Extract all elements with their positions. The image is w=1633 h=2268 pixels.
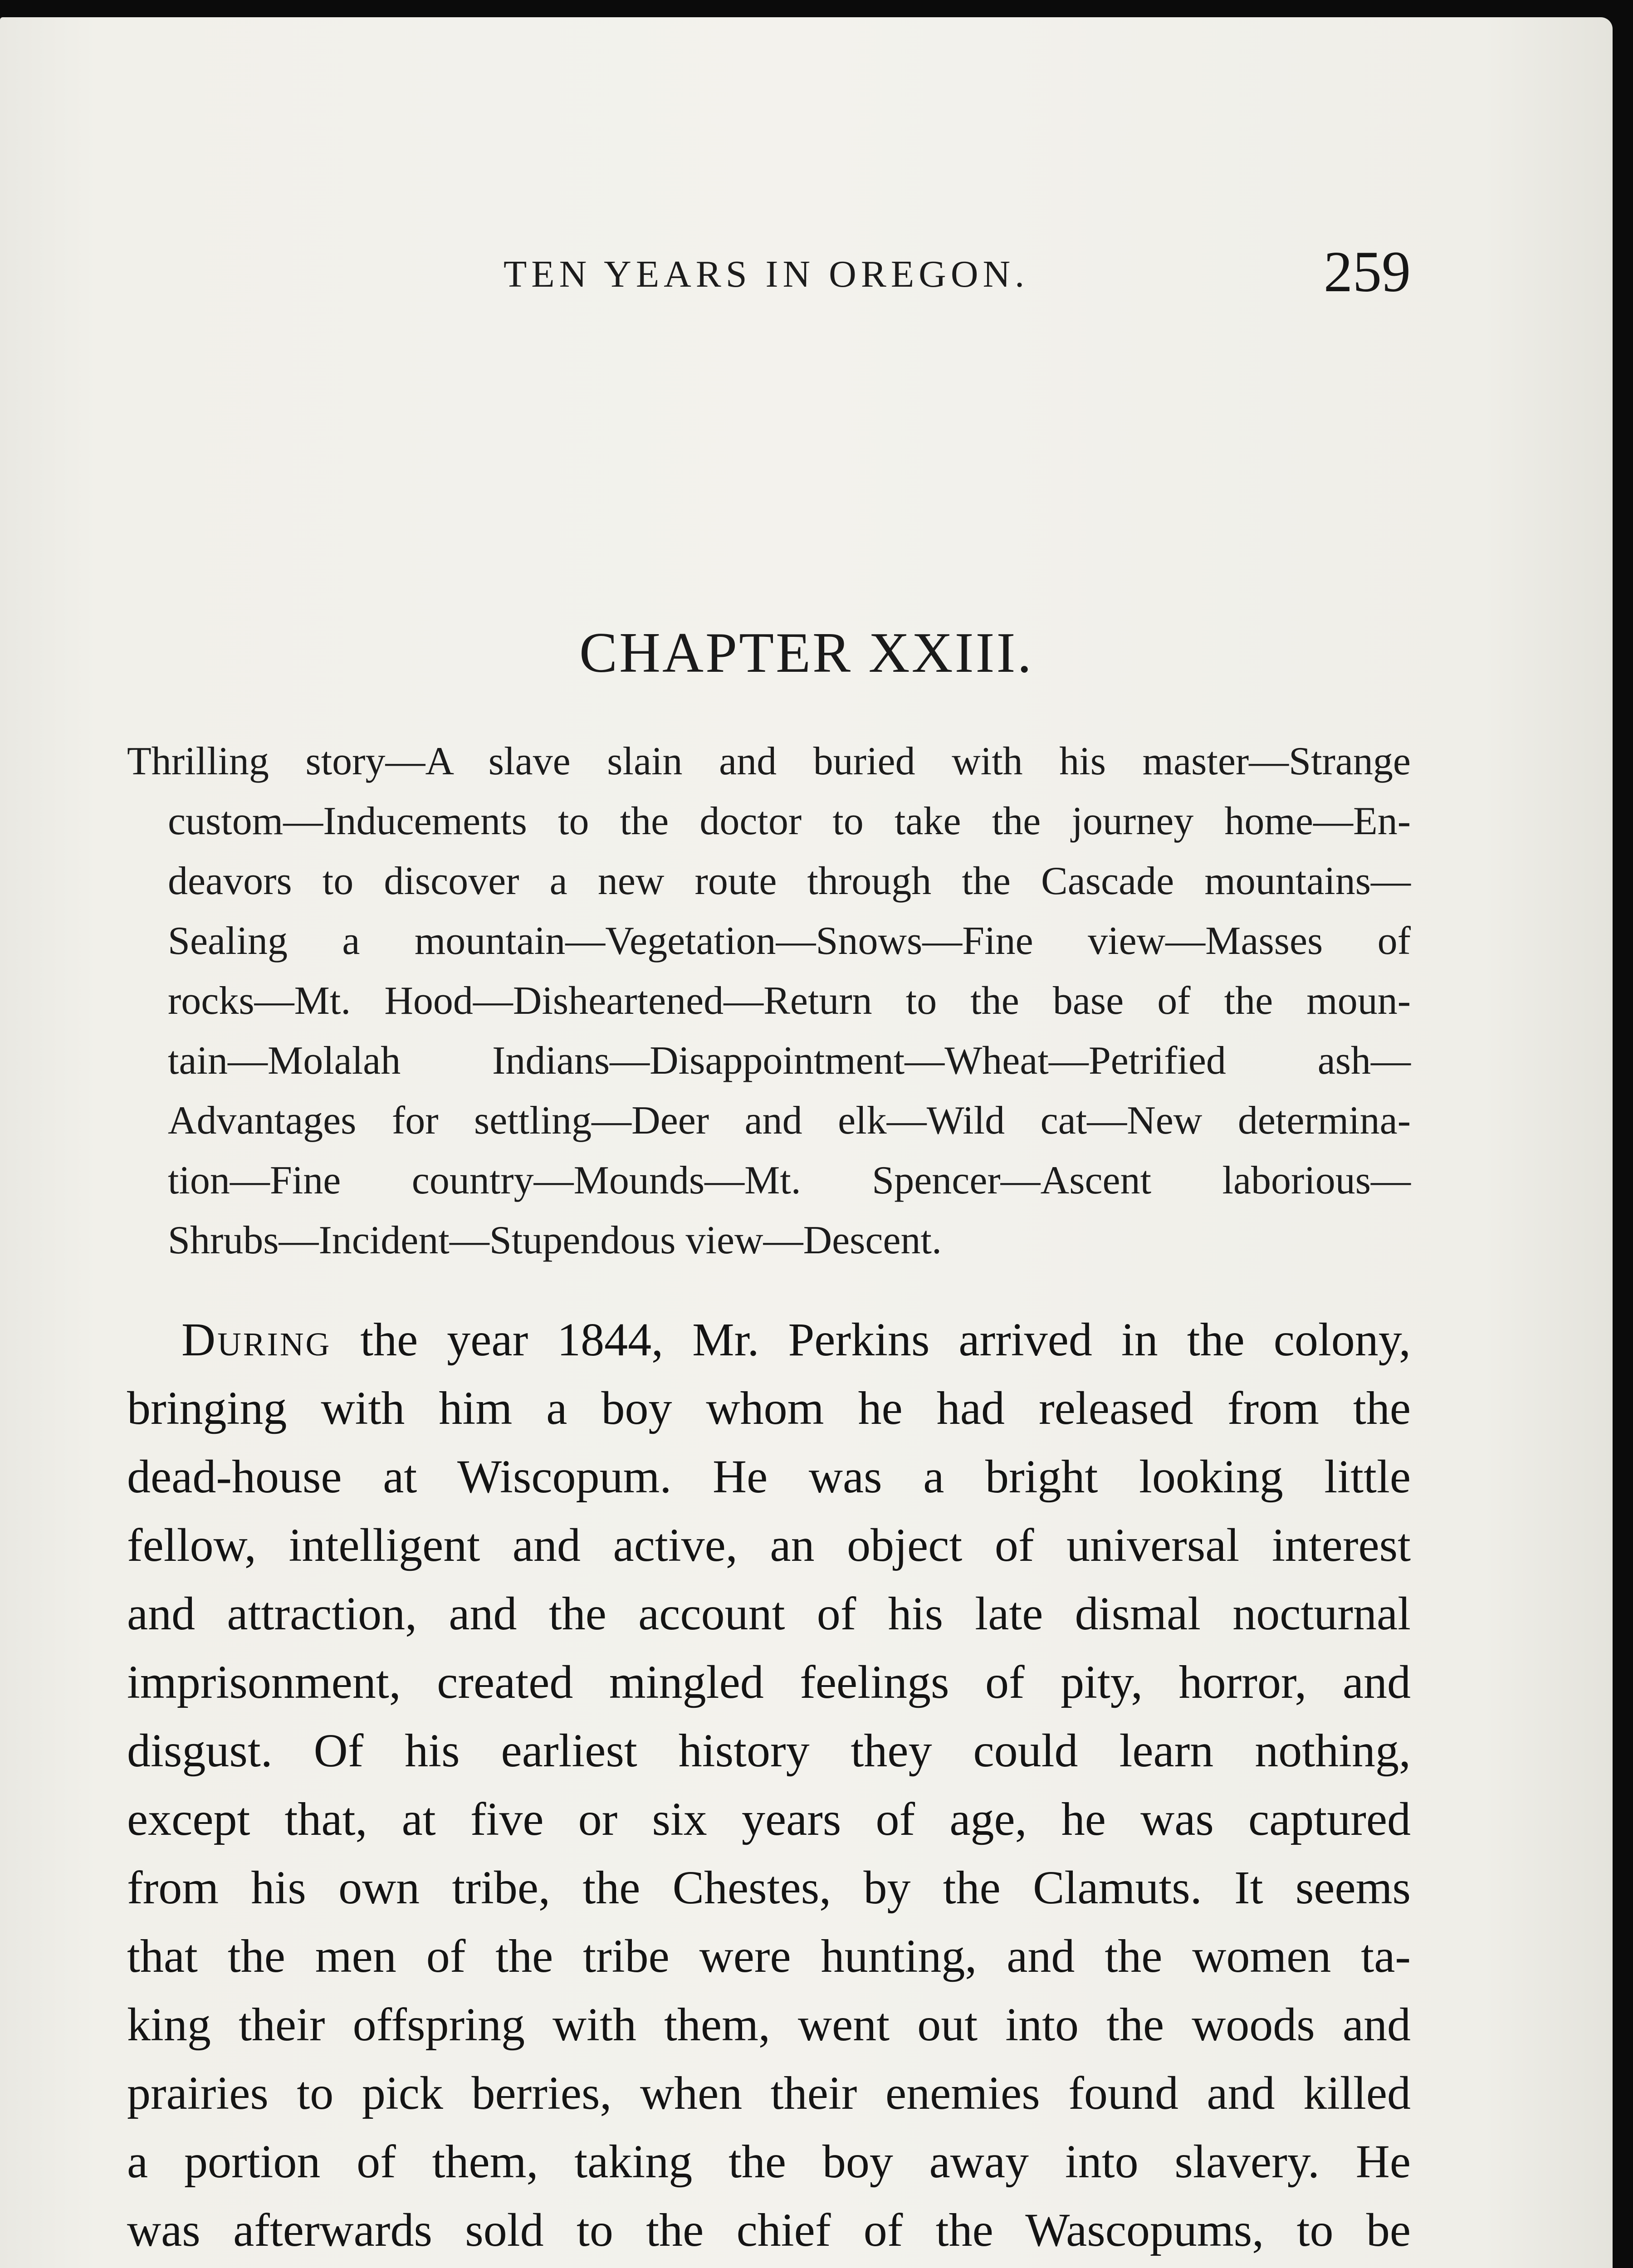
body-line: a portion of them, taking the boy away into slavery. He xyxy=(127,2136,1411,2188)
body-line: king their offspring with them, went out into the woods and xyxy=(127,1999,1411,2051)
synopsis-line: Sealing a mountain—Vegetation—Snows—Fine view—Masses of xyxy=(168,919,1411,963)
body-line: dead-house at Wiscopum. He was a bright looking little xyxy=(127,1451,1411,1503)
drop-word: During xyxy=(181,1314,332,1366)
body-line: bringing with him a boy whom he had released from the xyxy=(127,1382,1411,1434)
synopsis-line: Thrilling story—A slave slain and buried with his master—Strange xyxy=(127,739,1411,783)
synopsis-line: tion—Fine country—Mounds—Mt. Spencer—Ascent laborious— xyxy=(168,1158,1411,1202)
body-text xyxy=(127,1305,1411,2268)
synopsis-line: rocks—Mt. Hood—Disheartened—Return to the base of the moun- xyxy=(168,979,1411,1023)
body-line-text: the year 1844, Mr. Perkins arrived in the colony, xyxy=(360,1314,1411,1366)
page-header xyxy=(127,239,1411,311)
body-line: that the men of the tribe were hunting, and the women ta- xyxy=(127,1930,1411,1982)
chapter-title: CHAPTER XXIII. xyxy=(579,621,1033,684)
synopsis-line: custom—Inducements to the doctor to take the journey home—En- xyxy=(168,799,1411,843)
body-line: prairies to pick berries, when their enemies found and killed xyxy=(127,2067,1411,2119)
body-line: was afterwards sold to the chief of the Wascopums, to be xyxy=(127,2204,1411,2256)
book-page xyxy=(0,17,1613,2268)
body-line xyxy=(127,1305,1411,1374)
body-line: disgust. Of his earliest history they could learn nothing, xyxy=(127,1725,1411,1777)
body-line: and attraction, and the account of his late dismal nocturnal xyxy=(127,1588,1411,1640)
page-number: 259 xyxy=(1324,240,1411,304)
chapter-synopsis xyxy=(127,732,1411,1271)
body-line: except that, at five or six years of age, he was captured xyxy=(127,1793,1411,1845)
synopsis-line: tain—Molalah Indians—Disappointment—Wheat—Petrified ash— xyxy=(168,1039,1411,1083)
running-title: TEN YEARS IN OREGON. xyxy=(504,253,1029,295)
body-line xyxy=(127,2264,1411,2268)
body-line: imprisonment, created mingled feelings of pity, horror, and xyxy=(127,1656,1411,1708)
synopsis-line: deavors to discover a new route through the Cascade mountains— xyxy=(168,859,1411,903)
synopsis-line: Advantages for settling—Deer and elk—Wild cat—New determina- xyxy=(168,1099,1411,1143)
body-line: fellow, intelligent and active, an object of universal interest xyxy=(127,1519,1411,1571)
body-line: from his own tribe, the Chestes, by the Clamuts. It seems xyxy=(127,1862,1411,1914)
synopsis-line: Shrubs—Incident—Stupendous view—Descent. xyxy=(168,1218,942,1262)
